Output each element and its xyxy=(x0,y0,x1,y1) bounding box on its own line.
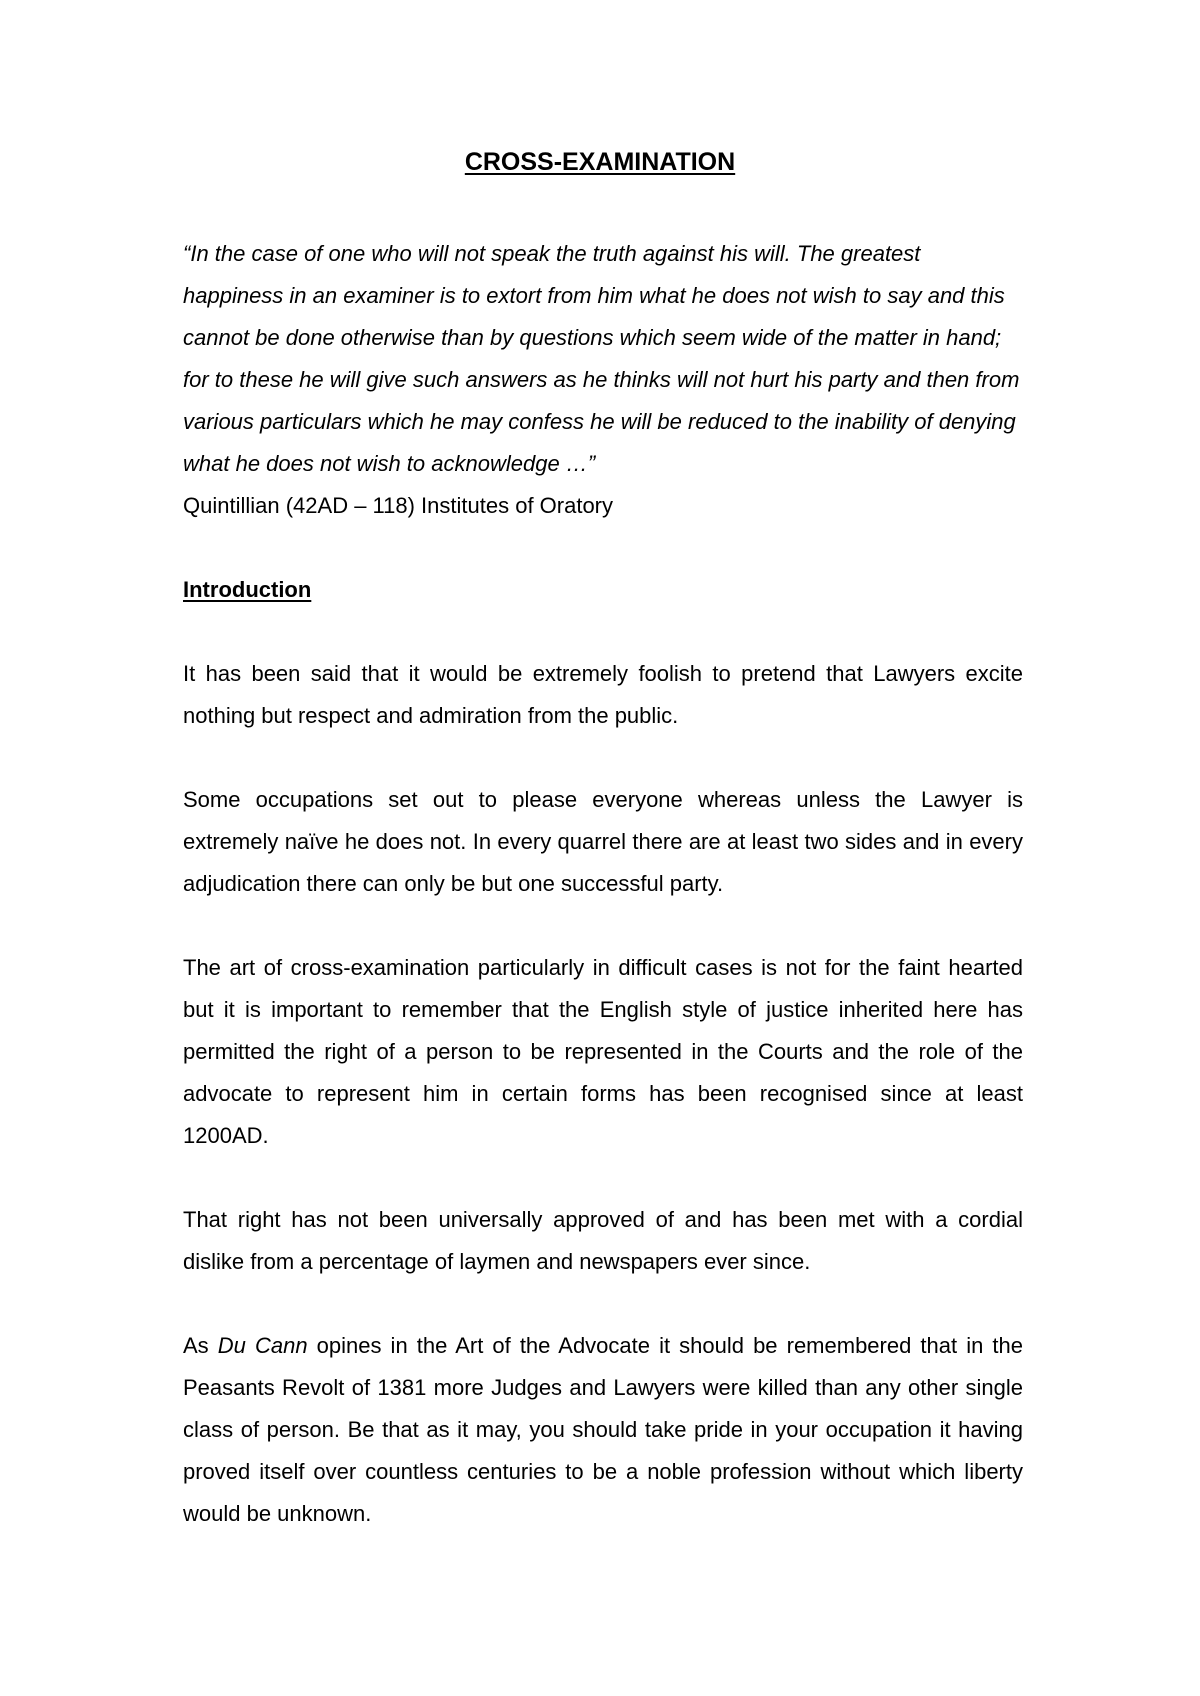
epigraph-attribution: Quintillian (42AD – 118) Institutes of Oratory xyxy=(183,493,614,518)
epigraph-text: In the case of one who will not speak the truth against his will. The greatest happiness in an examiner is to extort from him what he does not wish to say and this cannot be done otherwise than by questions which seem wide of the matter in hand; for to these he will give such answers as he thinks will not hurt his party and then from various particulars which he may confess he will be reduced to the inability of denying what he does not wish to acknowledge … xyxy=(183,241,1020,476)
document-body xyxy=(183,233,1023,1535)
paragraph: Some occupations set out to please everyone whereas unless the Lawyer is extremely naïve he does not. In every quarrel there are at least two sides and in every adjudication there can only be but one successful party. xyxy=(183,787,1023,896)
paragraph: It has been said that it would be extremely foolish to pretend that Lawyers excite nothing but respect and admiration from the public. xyxy=(183,661,1023,728)
paragraph: That right has not been universally approved of and has been met with a cordial dislike from a percentage of laymen and newspapers ever since. xyxy=(183,1207,1023,1274)
epigraph-open-quote: “ xyxy=(183,241,191,266)
author-name: Du Cann xyxy=(217,1333,308,1358)
paragraph-prefix: As xyxy=(183,1333,218,1358)
document-title: CROSS-EXAMINATION xyxy=(464,148,736,176)
paragraph-du-cann xyxy=(183,1325,1023,1535)
paragraph-rest: opines in the Art of the Advocate it should be remembered that in the Peasants Revolt of 1381 more Judges and Lawyers were killed than any other single class of person. Be that as it may, you should take pride in your occupation it having proved itself over countless centuries to be a noble profession without which liberty would be unknown. xyxy=(183,1333,1023,1526)
section-heading-introduction: Introduction xyxy=(183,577,312,602)
paragraph: The art of cross-examination particularly in difficult cases is not for the faint hearted but it is important to remember that the English style of justice inherited here has permitted the right of a person to be represented in the Courts and the role of the advocate to represent him in certain forms has been recognised since at least 1200AD. xyxy=(183,955,1023,1148)
epigraph-close-quote: ” xyxy=(587,451,596,476)
epigraph-quote xyxy=(183,233,1023,485)
